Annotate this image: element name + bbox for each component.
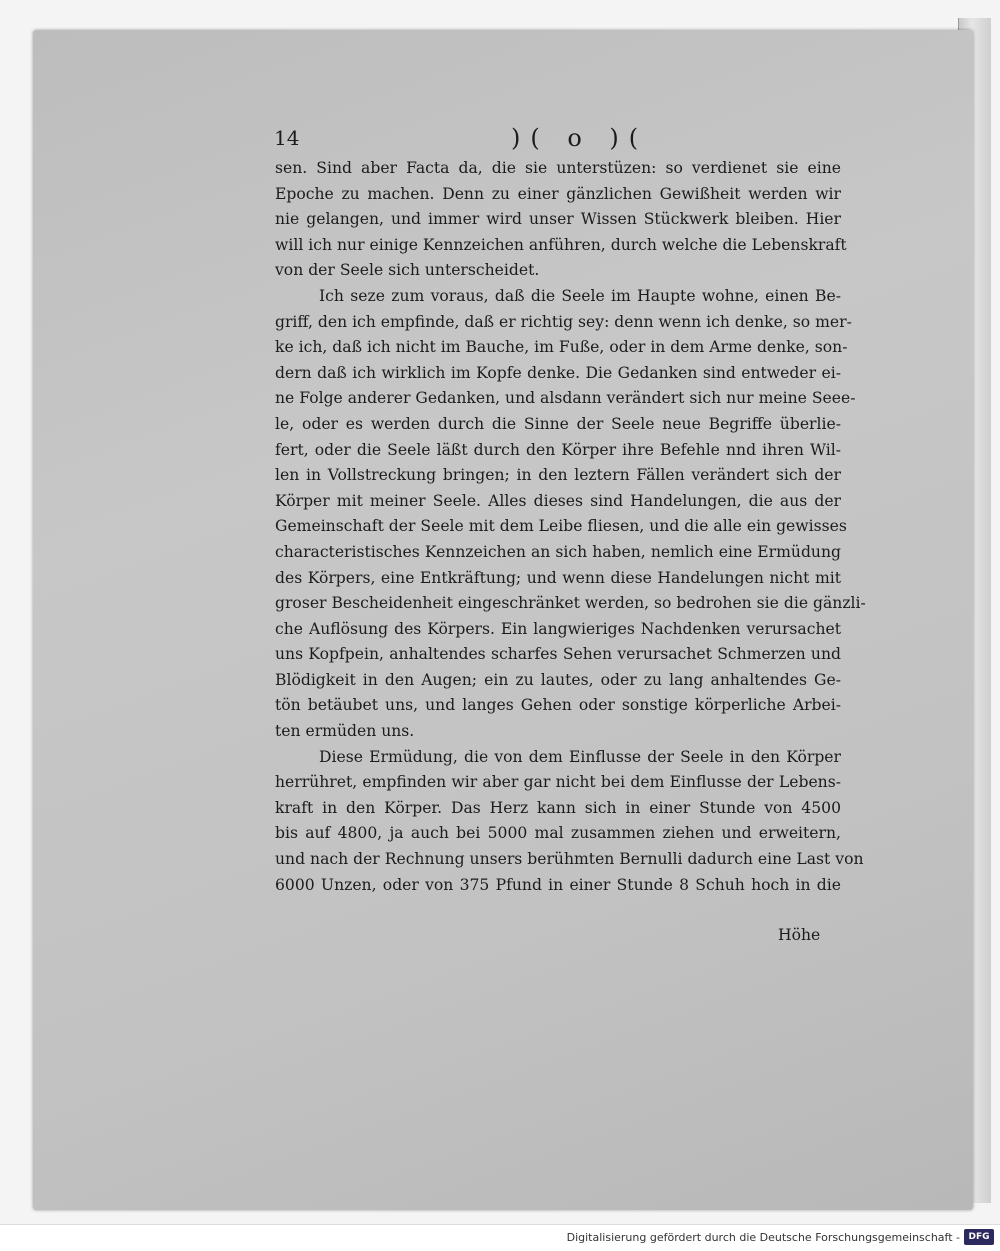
catchword: Höhe xyxy=(778,926,821,944)
text-line: Ich seze zum voraus, daß die Seele im Haupte wohne, einen Be- xyxy=(319,286,841,305)
text-line: groser Bescheidenheit eingeschränket werden, so bedrohen sie die gänzli- xyxy=(275,594,866,613)
text-line: will ich nur einige Kennzeichen anführen, durch welche die Lebenskraft xyxy=(275,235,847,254)
text-line: tön betäubet uns, und langes Gehen oder sonstige körperliche Arbei- xyxy=(275,696,841,715)
text-line: nie gelangen, und immer wird unser Wissen Stückwerk bleiben. Hier xyxy=(275,210,841,229)
dfg-logo[interactable]: DFG xyxy=(964,1229,994,1245)
text-line: che Auflösung des Körpers. Ein langwieriges Nachdenken verursachet xyxy=(275,619,841,638)
text-line: von der Seele sich unterscheidet. xyxy=(275,261,540,280)
text-line: fert, oder die Seele läßt durch den Körper ihre Befehle nnd ihren Wil- xyxy=(275,440,841,459)
running-header xyxy=(275,126,841,156)
text-line: des Körpers, eine Entkräftung; und wenn diese Handelungen nicht mit xyxy=(275,568,841,587)
text-line: ne Folge anderer Gedanken, und alsdann verändert sich nur meine Seee- xyxy=(275,389,856,408)
page-content xyxy=(274,124,866,944)
funding-notice: Digitalisierung gefördert durch die Deutsche Forschungsgemeinschaft - xyxy=(566,1231,960,1244)
text-line: characteristisches Kennzeichen an sich haben, nemlich eine Ermüdung xyxy=(275,542,841,561)
text-line: und nach der Rechnung unsers berühmten Bernulli dadurch eine Last von xyxy=(275,850,864,869)
paragraph-2 xyxy=(275,284,866,745)
text-line: Körper mit meiner Seele. Alles dieses sind Handelungen, die aus der xyxy=(275,491,841,510)
text-line: ten ermüden uns. xyxy=(275,722,415,741)
text-line: sen. Sind aber Facta da, die sie unterstüzen: so verdienet sie eine xyxy=(275,159,841,177)
footer-bar xyxy=(0,1224,1000,1251)
header-ornament: )( o )( xyxy=(511,124,649,152)
text-line: herrühret, empfinden wir aber gar nicht bei dem Einflusse der Lebens- xyxy=(275,773,841,792)
paragraph-3 xyxy=(275,745,864,899)
text-line: le, oder es werden durch die Sinne der Seele neue Begriffe überlie- xyxy=(275,414,841,433)
paragraph-1 xyxy=(275,156,847,284)
text-line: Epoche zu machen. Denn zu einer gänzlichen Gewißheit werden wir xyxy=(275,184,841,203)
page-number: 14 xyxy=(274,126,300,150)
text-line: 6000 Unzen, oder von 375 Pfund in einer Stunde 8 Schuh hoch in die xyxy=(275,875,841,894)
text-line: Diese Ermüdung, die von dem Einflusse der Seele in den Körper xyxy=(319,747,841,766)
text-line: ke ich, daß ich nicht im Bauche, im Fuße, oder in dem Arme denke, son- xyxy=(275,338,848,357)
text-line: uns Kopfpein, anhaltendes scharfes Sehen verursachet Schmerzen und xyxy=(275,645,841,664)
text-line: Gemeinschaft der Seele mit dem Leibe fliesen, und die alle ein gewisses xyxy=(275,517,847,536)
text-line: griff, den ich empfinde, daß er richtig sey: denn wenn ich denke, so mer- xyxy=(275,312,852,331)
text-line: len in Vollstreckung bringen; in den leztern Fällen verändert sich der xyxy=(275,466,841,485)
text-line: dern daß ich wirklich im Kopfe denke. Die Gedanken sind entweder ei- xyxy=(275,363,841,382)
text-line: kraft in den Körper. Das Herz kann sich in einer Stunde von 4500 xyxy=(275,798,841,817)
text-line: Blödigkeit in den Augen; ein zu lautes, oder zu lang anhaltendes Ge- xyxy=(275,670,841,689)
text-line: bis auf 4800, ja auch bei 5000 mal zusammen ziehen und erweitern, xyxy=(275,824,841,843)
